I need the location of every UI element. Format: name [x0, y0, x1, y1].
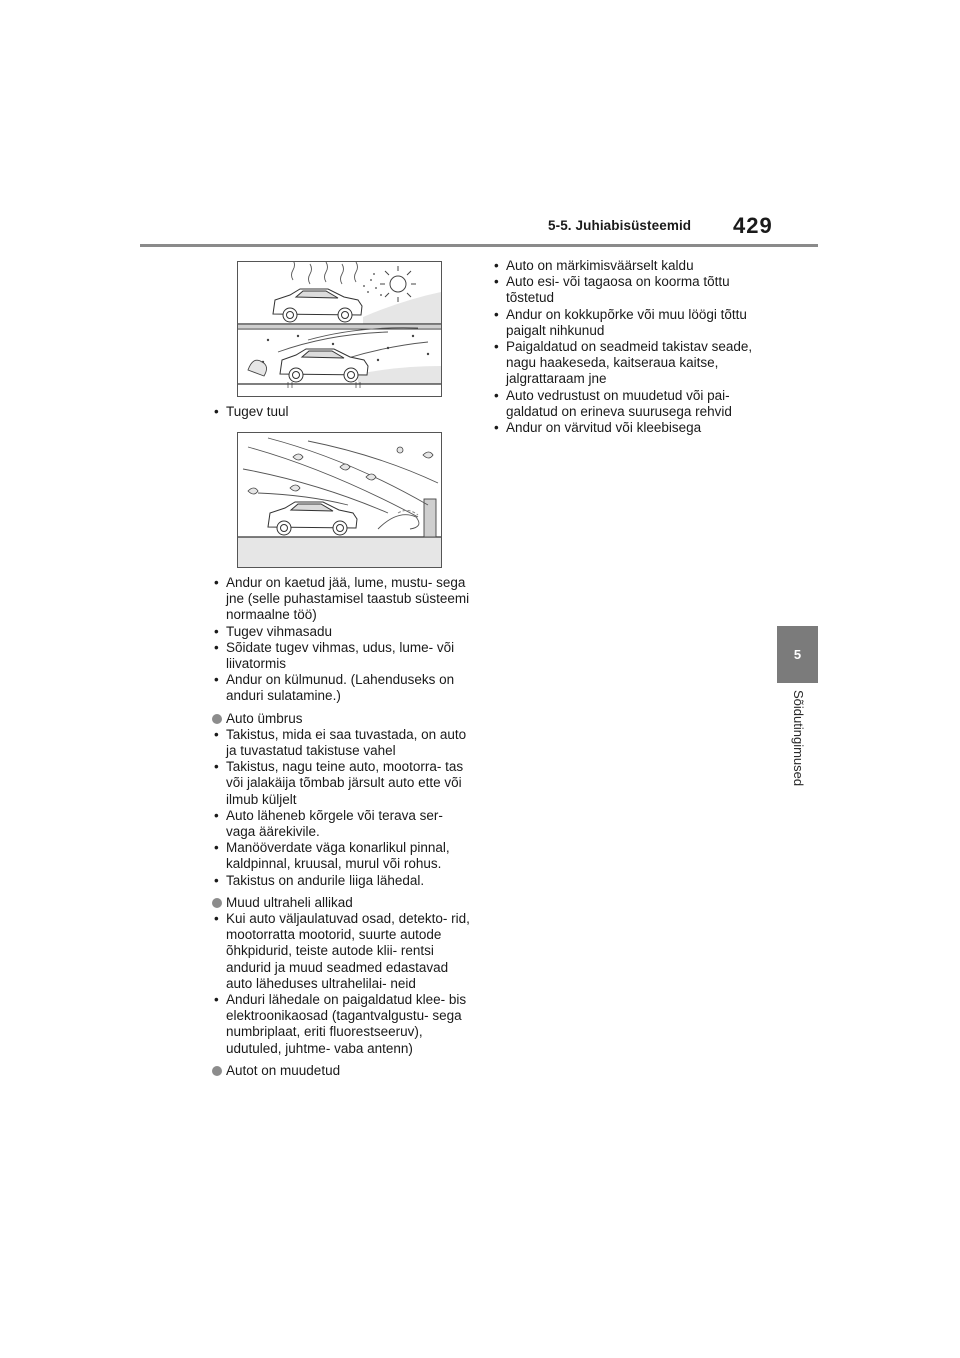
left-column	[211, 575, 473, 1079]
figure-weather	[237, 261, 442, 397]
car-in-strong-wind-illustration	[238, 433, 441, 567]
list-item: • Takistus on andurile liiga lähedal.	[211, 873, 473, 889]
section-heading: Muud ultraheli allikad	[211, 895, 473, 911]
list-item: • Takistus, mida ei saa tuvastada, on auto ja tuvastatud takistuse vahel	[211, 727, 473, 759]
list-item: • Andur on külmunud. (Lahenduseks on anduri sulatamine.)	[211, 672, 473, 704]
section-heading: Auto ümbrus	[211, 711, 473, 727]
right-column	[491, 258, 766, 436]
list-item: • Andur on kokkupõrke või muu löögi tõttu paigalt nihkunud	[491, 307, 766, 339]
chapter-number: 5	[793, 647, 802, 662]
list-item: • Andur on kaetud jää, lume, mustu- sega jne (selle puhastamisel taastub süsteemi normaalne töö)	[211, 575, 473, 624]
list-item: • Sõidate tugev vihmas, udus, lume- või liivatormis	[211, 640, 473, 672]
chapter-title: Sõidutingimused	[791, 690, 806, 787]
list-item: • Anduri lähedale on paigaldatud klee- bis elektroonikaosad (tagantvalgustu- sega numbriplaat, eriti fluorestseeruv), udutuled, juhtme- vaba antenn)	[211, 992, 473, 1057]
list-item: • Auto vedrustust on muudetud või pai- galdatud on erineva suurusega rehvid	[491, 388, 766, 420]
caption-wind-block	[211, 404, 441, 420]
bullet-dot-icon	[212, 898, 222, 908]
list-item: • Tugev vihmasadu	[211, 624, 473, 640]
list-item: • Auto on märkimisväärselt kaldu	[491, 258, 766, 274]
list-item: • Andur on värvitud või kleebisega	[491, 420, 766, 436]
section-heading: Autot on muudetud	[211, 1063, 473, 1079]
list-item: • Paigaldatud on seadmeid takistav seade, nagu haakeseda, kaitseraua kaitse, jalgrattaraam jne	[491, 339, 766, 388]
chapter-tab	[777, 626, 818, 683]
list-item: • Auto esi- või tagaosa on koorma tõttu tõstetud	[491, 274, 766, 306]
page-number: 429	[733, 213, 773, 238]
list-item: • Kui auto väljaulatuvad osad, detekto- rid, mootorratta mootorid, suurte autode õhkpidurid, teiste autode klii- rentsi andurid ja muud seadmed edastavad auto läheduses ultrahelilai- neid	[211, 911, 473, 992]
list-item: • Manööverdate väga konarlikul pinnal, kaldpinnal, kruusal, murul või rohus.	[211, 840, 473, 872]
list-item: • Takistus, nagu teine auto, mootorra- tas või jalakäija tõmbab järsult auto ette või ilmub küljelt	[211, 759, 473, 808]
bullet-dot-icon	[212, 1066, 222, 1076]
list-item: • Tugev tuul	[211, 404, 441, 420]
header-rule	[140, 244, 818, 247]
car-in-heat-and-snow-illustration	[238, 262, 441, 396]
section-title: 5-5. Juhiabisüsteemid	[548, 218, 692, 233]
figure-wind	[237, 432, 442, 568]
list-item: • Auto läheneb kõrgele või terava ser- vaga äärekivile.	[211, 808, 473, 840]
bullet-dot-icon	[212, 714, 222, 724]
